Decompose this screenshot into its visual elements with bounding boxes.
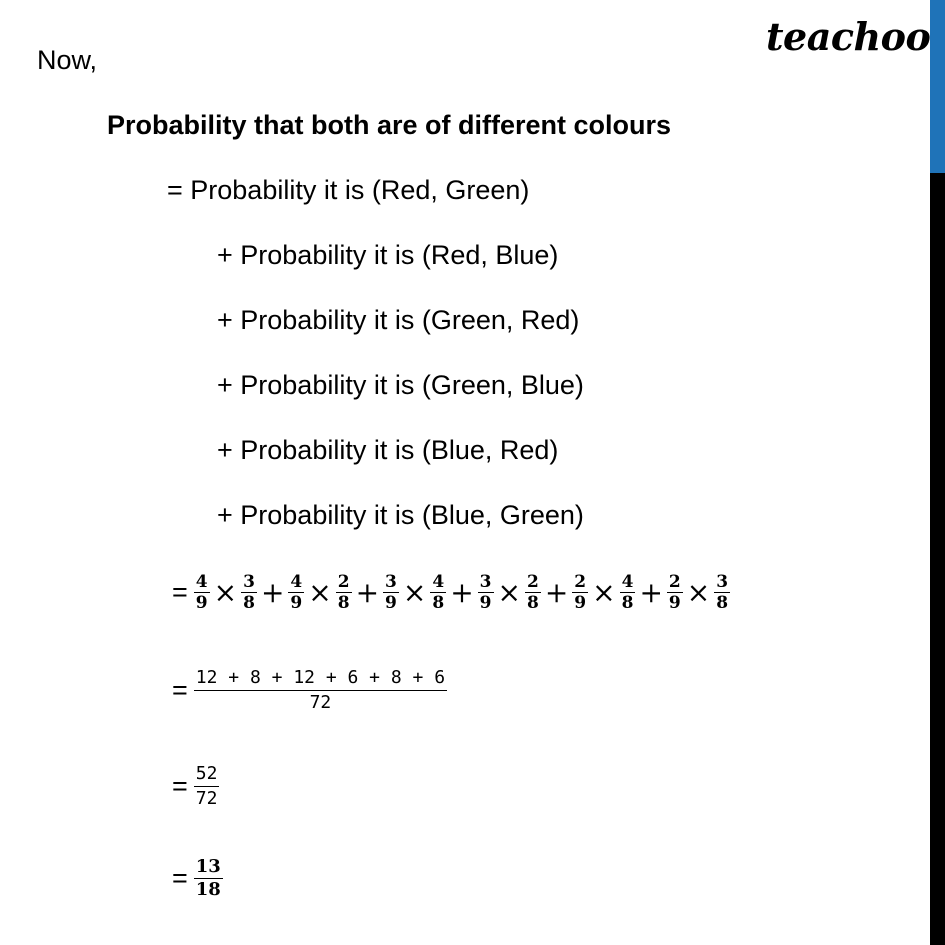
numerator: 52 xyxy=(195,763,218,784)
numerator: 3 xyxy=(716,572,729,592)
denominator: 9 xyxy=(385,593,397,613)
fraction xyxy=(194,666,447,715)
plus-sign: + xyxy=(450,576,474,609)
denominator: 72 xyxy=(309,692,332,713)
times-sign: × xyxy=(592,576,616,609)
intro-text: Now, xyxy=(37,45,98,75)
sidebar-accent xyxy=(930,0,945,173)
denominator: 18 xyxy=(195,879,221,900)
numerator: 2 xyxy=(337,572,350,592)
equals-sign: = xyxy=(172,771,188,801)
simplified-expression xyxy=(172,762,219,811)
numerator: 12 + 8 + 12 + 6 + 8 + 6 xyxy=(195,667,446,688)
probability-line-3: + Probability it is (Green, Red) xyxy=(217,305,580,335)
fraction xyxy=(572,572,588,613)
fraction xyxy=(288,572,304,613)
denominator: 8 xyxy=(716,593,729,613)
denominator: 9 xyxy=(668,593,681,613)
equals-sign: = xyxy=(172,577,188,607)
plus-sign: + xyxy=(639,576,663,609)
equals-sign: = xyxy=(172,675,188,705)
numerator: 3 xyxy=(385,572,397,592)
fraction xyxy=(620,572,636,613)
numerator: 4 xyxy=(290,572,303,592)
numerator: 4 xyxy=(432,572,445,592)
numerator: 3 xyxy=(479,572,492,592)
numerator: 4 xyxy=(195,572,208,592)
numerator: 4 xyxy=(621,572,634,592)
times-sign: × xyxy=(686,576,711,609)
plus-sign: + xyxy=(355,576,380,609)
numerator: 2 xyxy=(668,572,681,592)
fraction xyxy=(194,762,220,811)
times-sign: × xyxy=(308,576,332,609)
denominator: 8 xyxy=(337,593,350,613)
equals-sign: = xyxy=(172,863,188,893)
times-sign: × xyxy=(402,576,427,609)
numerator: 2 xyxy=(526,572,539,592)
probability-line-5: + Probability it is (Blue, Red) xyxy=(217,435,559,465)
numerator: 2 xyxy=(574,572,587,592)
fraction xyxy=(241,572,257,613)
numerator: 13 xyxy=(195,856,221,877)
times-sign: × xyxy=(497,576,521,609)
probability-line-1: = Probability it is (Red, Green) xyxy=(167,175,530,205)
fraction xyxy=(525,572,541,613)
fraction xyxy=(383,572,399,613)
product-expression xyxy=(172,572,730,613)
denominator: 72 xyxy=(195,788,218,809)
answer-fraction xyxy=(194,856,223,901)
probability-line-4: + Probability it is (Green, Blue) xyxy=(217,370,584,400)
denominator: 9 xyxy=(195,593,208,613)
denominator: 9 xyxy=(479,593,492,613)
sum-expression xyxy=(172,666,447,715)
sidebar-bar xyxy=(930,0,945,945)
probability-line-6: + Probability it is (Blue, Green) xyxy=(217,500,584,530)
denominator: 8 xyxy=(526,593,539,613)
section-heading: Probability that both are of different colours xyxy=(107,110,672,140)
fraction xyxy=(714,572,730,613)
teachoo-logo: teachoo xyxy=(766,14,931,59)
fraction xyxy=(194,572,210,613)
denominator: 8 xyxy=(243,593,255,613)
denominator: 8 xyxy=(621,593,634,613)
plus-sign: + xyxy=(260,576,285,609)
plus-sign: + xyxy=(544,576,569,609)
fraction xyxy=(336,572,352,613)
fraction xyxy=(667,572,683,613)
fraction xyxy=(430,572,446,613)
numerator: 3 xyxy=(243,572,255,592)
denominator: 8 xyxy=(432,593,445,613)
final-answer xyxy=(172,856,223,901)
denominator: 9 xyxy=(290,593,303,613)
denominator: 9 xyxy=(574,593,587,613)
probability-line-2: + Probability it is (Red, Blue) xyxy=(217,240,559,270)
fraction xyxy=(478,572,494,613)
times-sign: × xyxy=(213,576,238,609)
